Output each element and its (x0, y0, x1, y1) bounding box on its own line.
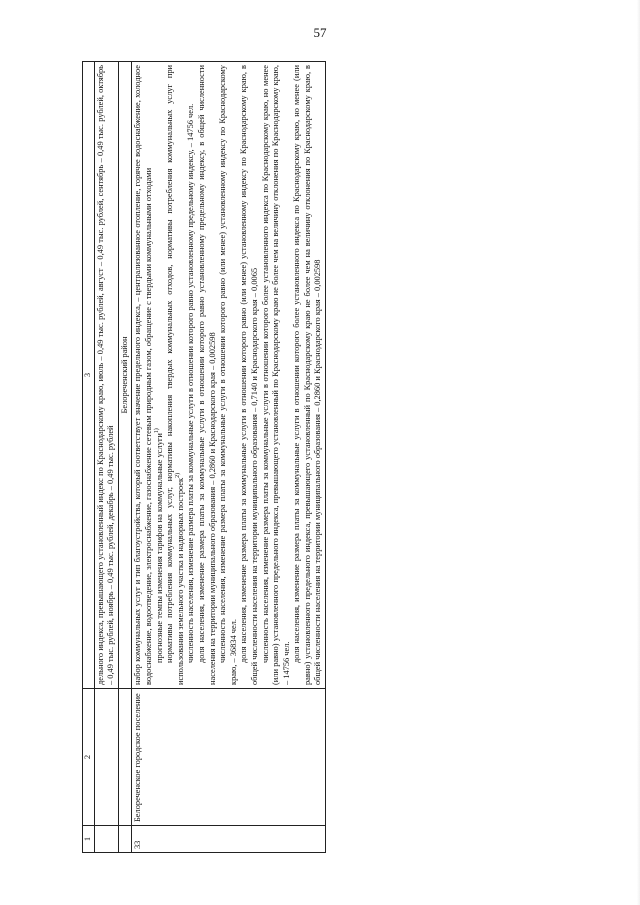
continuation-row (94, 62, 118, 853)
paragraph-tariff-rates-text: прогнозные темпы изменения тарифов на коммунальные услуги (154, 433, 164, 663)
column-number-row (83, 62, 95, 853)
row-number: 33 (132, 826, 326, 853)
paragraph-population-above: численность населения, изменение размера платы за коммунальные услуги в отношении которого более установленного индекса по Краснодарскому краю, но менее (или равно) установленного предельного индекса, превышающего установленный по Краснодарскому краю не более чем на величину отклонения по Краснодарскому краю, – 14756 чел. (260, 65, 291, 685)
row-details (132, 62, 326, 689)
section-title: Белореченский район (118, 62, 132, 689)
paragraph-tariff-rates (155, 65, 166, 685)
page-number: 57 (313, 25, 327, 40)
paragraph-share-below: доля населения, изменение размера платы за коммунальные услуги в отношении которого равно (или менее) установленному индексу по Краснодарскому краю, в общей численности населения на территории муниципального образования – 0,7140 и Краснодарского края – 0,0065 (239, 65, 259, 685)
column-header-3: 3 (83, 62, 95, 689)
paragraph-share-equal: доля населения, изменение размера платы за коммунальные услуги в отношении которого равно установленному предельному индексу, в общей численности населения на территории муниципального образования – 0,2860 и Краснодарского края – 0,002598 (196, 65, 217, 685)
section-row (118, 62, 132, 853)
continuation-cell-3 (94, 62, 118, 689)
municipality-name: Белореченское городское поселение (132, 689, 326, 826)
continuation-cell-2 (94, 689, 118, 826)
table-row (132, 62, 326, 853)
rotated-table-container (82, 61, 558, 853)
paragraph-norms-text: нормативы потребления коммунальных услуг, нормативы накопления твердых коммунальных отходов, нормативы потребления коммунальных услуг при использовании земельного участка и надворных построек (165, 65, 185, 685)
continuation-cell-1 (94, 826, 118, 853)
paragraph-services: набор коммунальных услуг и тип благоустройства, который соответствует значение предельного индекса, – централизованное отопление, горячее водоснабжение, холодное водоснабжение, водоотведение, электроснабжение, газоснабжение сетевым природным газом, обращение с твердыми коммунальными отходами (133, 65, 153, 685)
paragraph-population-below: численность населения, изменение размера платы за коммунальные услуги в отношении которого равно (или менее) установленному индексу по Краснодарскому краю, – 36834 чел. (218, 65, 238, 685)
column-header-1: 1 (83, 826, 95, 853)
paragraph-population-equal: численность населения, изменение размера платы за коммунальные услуги в отношении которого равно установленному предельному индексу, – 14756 чел. (186, 103, 196, 663)
paragraph-norms (165, 65, 186, 685)
continuation-text: дельного индекса, превышающего установленный индекс по Краснодарскому краю, июль – 0,49 тыс. рублей, август – 0,49 тыс. рублей, сентябрь – 0,49 тыс. рублей, октябрь – 0,49 тыс. рублей, ноябрь – 0,49 тыс. рублей, декабрь – 0,49 тыс. рублей (95, 65, 116, 685)
section-cell-1 (118, 826, 132, 853)
section-cell-2 (118, 689, 132, 826)
column-header-2: 2 (83, 689, 95, 826)
footnote-1-marker: 1) (153, 428, 160, 434)
indices-table (82, 61, 326, 853)
footnote-2-marker: 2) (174, 472, 181, 478)
paragraph-share-above: доля населения, изменение размера платы за коммунальные услуги в отношении которого более установленного индекса по Краснодарскому краю, но менее (или равно) установленного предельного индекса, превышающего установленный по Краснодарскому краю не более чем на величину отклонения по Краснодарскому краю, в общей численности населения на территории муниципального образования – 0,2860 и Краснодарского края – 0,002598 (292, 65, 323, 685)
